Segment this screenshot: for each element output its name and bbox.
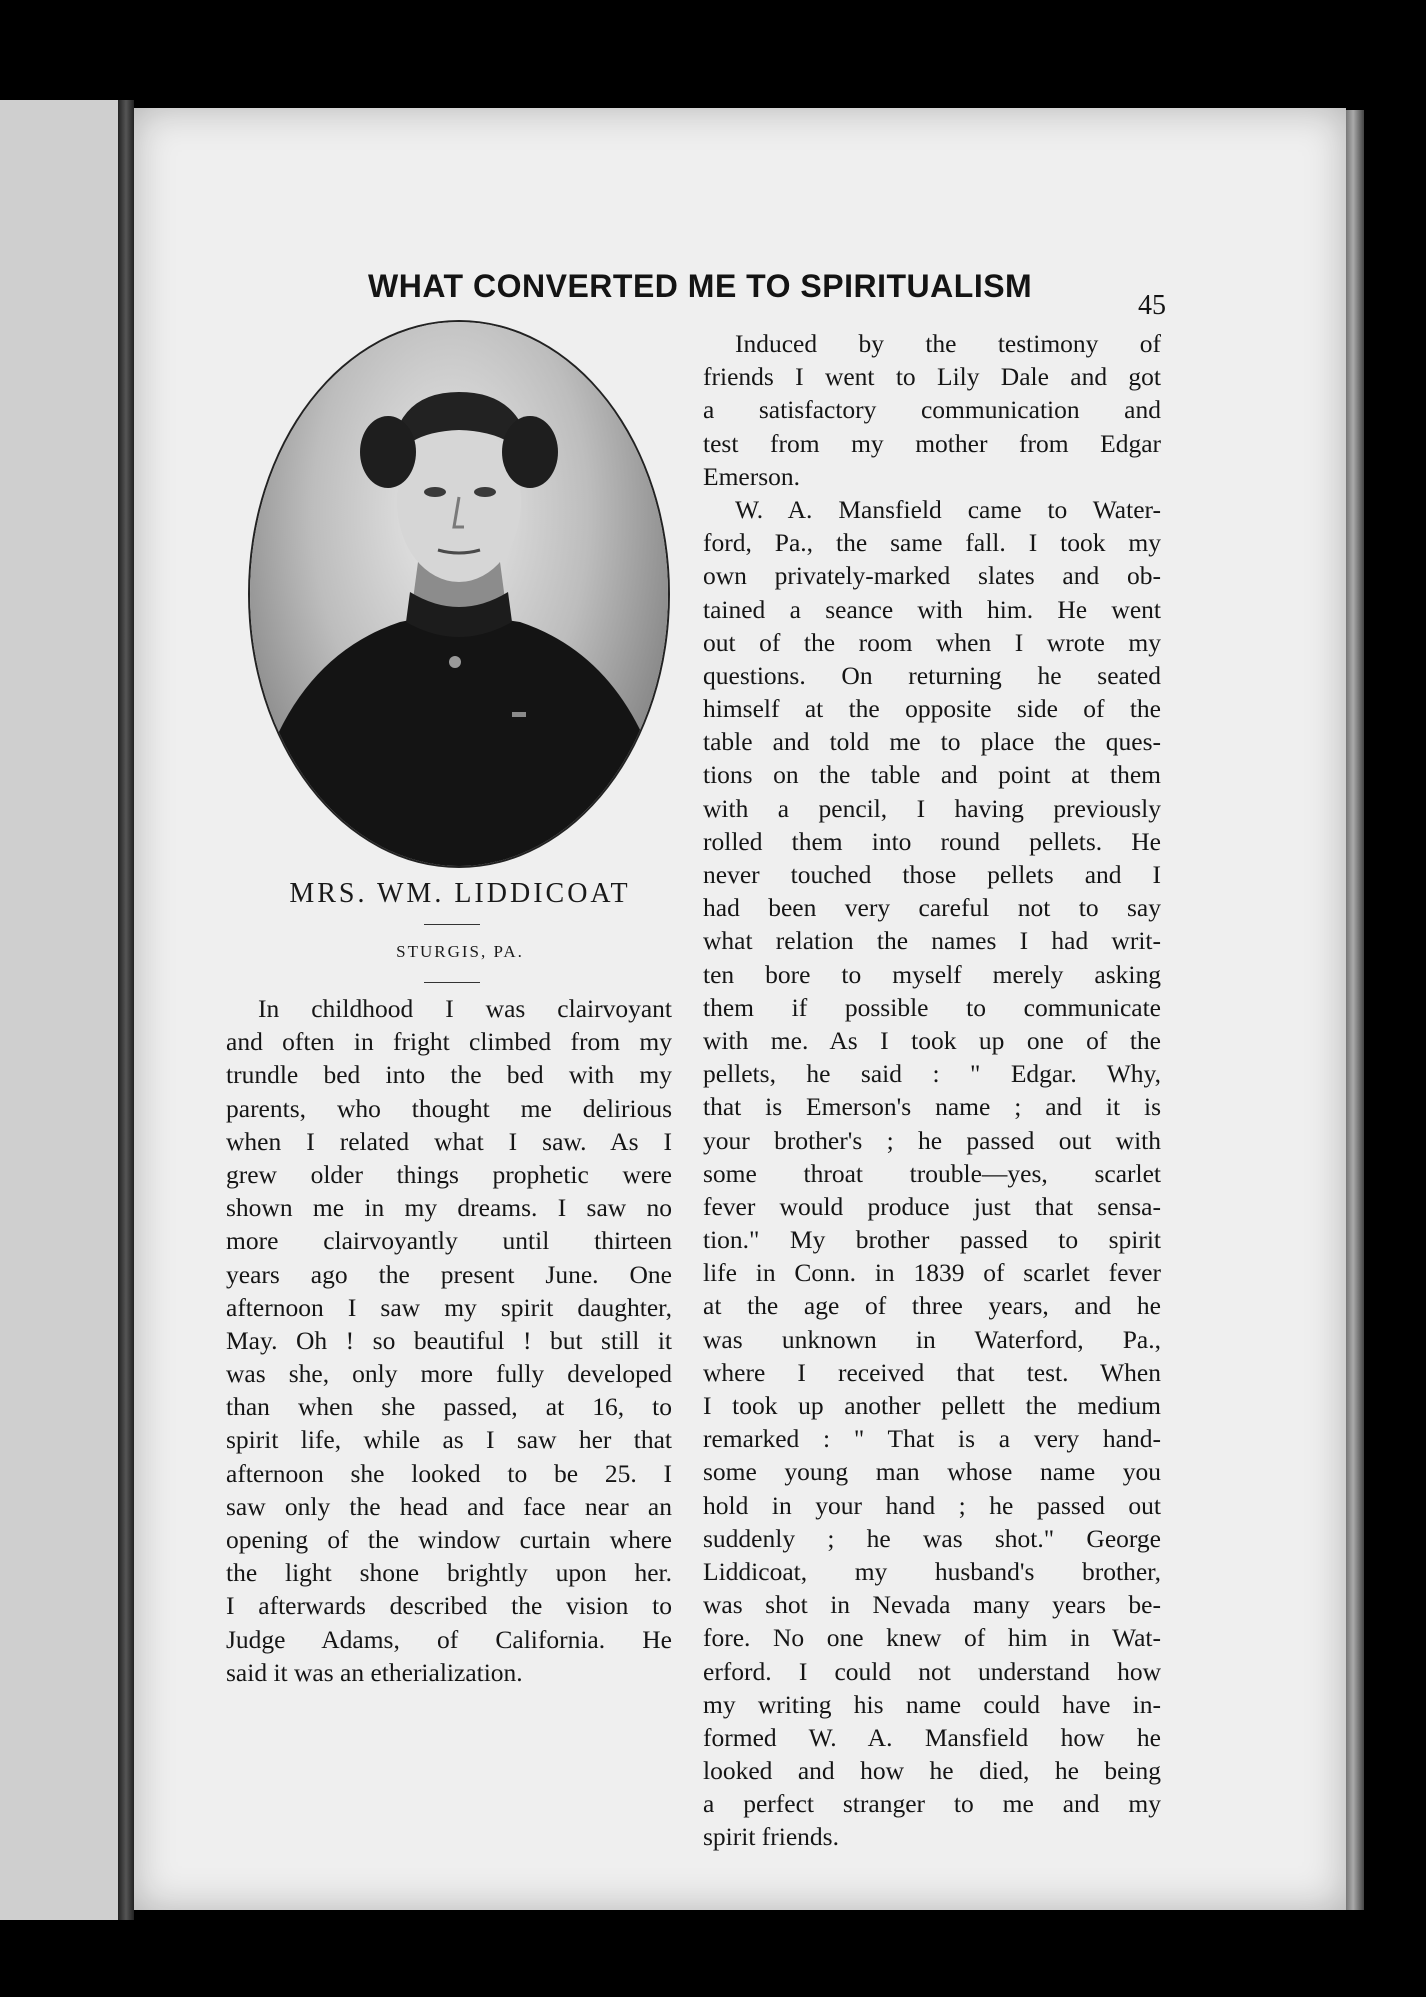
text-line: looked and how he died, he being (703, 1756, 1161, 1786)
text-line: and often in fright climbed from my (226, 1027, 672, 1057)
text-line: when I related what I saw. As I (226, 1126, 672, 1156)
text-line: friends I went to Lily Dale and got (703, 362, 1161, 392)
text-line: had been very careful not to say (703, 893, 1161, 923)
text-line: fever would produce just that sensa- (703, 1191, 1161, 1221)
portrait-caption-place: STURGIS, PA. (396, 942, 524, 961)
text-line: a satisfactory communication and (703, 395, 1161, 425)
page-fore-edge (1346, 110, 1364, 1910)
text-line: Liddicoat, my husband's brother, (703, 1556, 1161, 1586)
text-line: questions. On returning he seated (703, 660, 1161, 690)
text-line: In childhood I was clairvoyant (258, 994, 672, 1023)
text-line: Induced by the testimony of (735, 329, 1161, 358)
text-line: than when she passed, at 16, to (226, 1392, 672, 1422)
text-line: with me. As I took up one of the (703, 1025, 1161, 1055)
text-line: tion." My brother passed to spirit (703, 1225, 1161, 1255)
text-line: that is Emerson's name ; and it is (703, 1092, 1161, 1122)
portrait-caption-name: MRS. WM. LIDDICOAT (289, 878, 631, 909)
text-line: W. A. Mansfield came to Water- (735, 494, 1161, 524)
caption-divider (424, 924, 480, 925)
text-line: shown me in my dreams. I saw no (226, 1193, 672, 1223)
text-line: remarked : " That is a very hand- (703, 1424, 1161, 1454)
text-line: ten bore to myself merely asking (703, 959, 1161, 989)
text-line: tions on the table and point at them (703, 760, 1161, 790)
text-line: trundle bed into the bed with my (226, 1060, 672, 1090)
text-line: the light shone brightly upon her. (226, 1558, 672, 1588)
text-line: years ago the present June. One (226, 1259, 672, 1289)
text-line: tained a seance with him. He went (703, 594, 1161, 624)
text-line: Judge Adams, of California. He (226, 1624, 672, 1654)
text-line: was shot in Nevada many years be- (703, 1590, 1161, 1620)
caption-divider (424, 982, 480, 983)
text-line: more clairvoyantly until thirteen (226, 1226, 672, 1256)
text-line: I afterwards described the vision to (226, 1591, 672, 1621)
text-line: grew older things prophetic were (226, 1159, 672, 1189)
text-line: fore. No one knew of him in Wat- (703, 1623, 1161, 1653)
text-line: table and told me to place the ques- (703, 727, 1161, 757)
text-line: them if possible to communicate (703, 992, 1161, 1022)
text-line: a perfect stranger to me and my (703, 1789, 1161, 1819)
text-line: formed W. A. Mansfield how he (703, 1722, 1161, 1752)
text-line: life in Conn. in 1839 of scarlet fever (703, 1258, 1161, 1288)
text-line: spirit life, while as I saw her that (226, 1425, 672, 1455)
book-gutter (118, 100, 134, 1920)
text-line: some young man whose name you (703, 1457, 1161, 1487)
text-line: Emerson. (703, 461, 801, 491)
text-line: pellets, he said : " Edgar. Why, (703, 1059, 1161, 1089)
text-line: your brother's ; he passed out with (703, 1125, 1161, 1155)
text-line: what relation the names I had writ- (703, 926, 1161, 956)
text-line: afternoon she looked to be 25. I (226, 1458, 672, 1488)
text-line: ford, Pa., the same fall. I took my (703, 528, 1161, 558)
text-line: erford. I could not understand how (703, 1656, 1161, 1686)
text-line: where I received that test. When (703, 1357, 1161, 1387)
text-line: suddenly ; he was shot." George (703, 1523, 1161, 1553)
running-head: WHAT CONVERTED ME TO SPIRITUALISM (368, 268, 1033, 304)
text-line: test from my mother from Edgar (703, 428, 1161, 458)
text-line: I took up another pellett the medium (703, 1391, 1161, 1420)
left-column-text (226, 992, 672, 1689)
text-line: afternoon I saw my spirit daughter, (226, 1292, 672, 1322)
text-line: opening of the window curtain where (226, 1525, 672, 1554)
right-column-text (703, 327, 1161, 1854)
text-line: own privately-marked slates and ob- (703, 561, 1161, 591)
text-line: my writing his name could have in- (703, 1689, 1161, 1719)
adjacent-page-edge (0, 100, 120, 1920)
text-line: out of the room when I wrote my (703, 627, 1161, 657)
text-line: at the age of three years, and he (703, 1291, 1161, 1321)
text-line: never touched those pellets and I (703, 860, 1161, 889)
page-number: 45 (1138, 290, 1166, 321)
text-line: some throat trouble—yes, scarlet (703, 1158, 1161, 1188)
text-line: hold in your hand ; he passed out (703, 1490, 1161, 1520)
portrait-image (250, 322, 668, 866)
text-line: May. Oh ! so beautiful ! but still it (226, 1325, 672, 1355)
text-line: saw only the head and face near an (226, 1491, 672, 1521)
text-line: was unknown in Waterford, Pa., (703, 1324, 1161, 1354)
text-line: said it was an etherialization. (226, 1657, 523, 1687)
text-line: himself at the opposite side of the (703, 694, 1161, 724)
portrait-photo (250, 322, 668, 866)
text-line: with a pencil, I having previously (703, 793, 1161, 823)
text-line: spirit friends. (703, 1822, 839, 1852)
text-line: was she, only more fully developed (226, 1359, 672, 1389)
text-line: rolled them into round pellets. He (703, 826, 1161, 856)
text-line: parents, who thought me delirious (226, 1093, 672, 1123)
